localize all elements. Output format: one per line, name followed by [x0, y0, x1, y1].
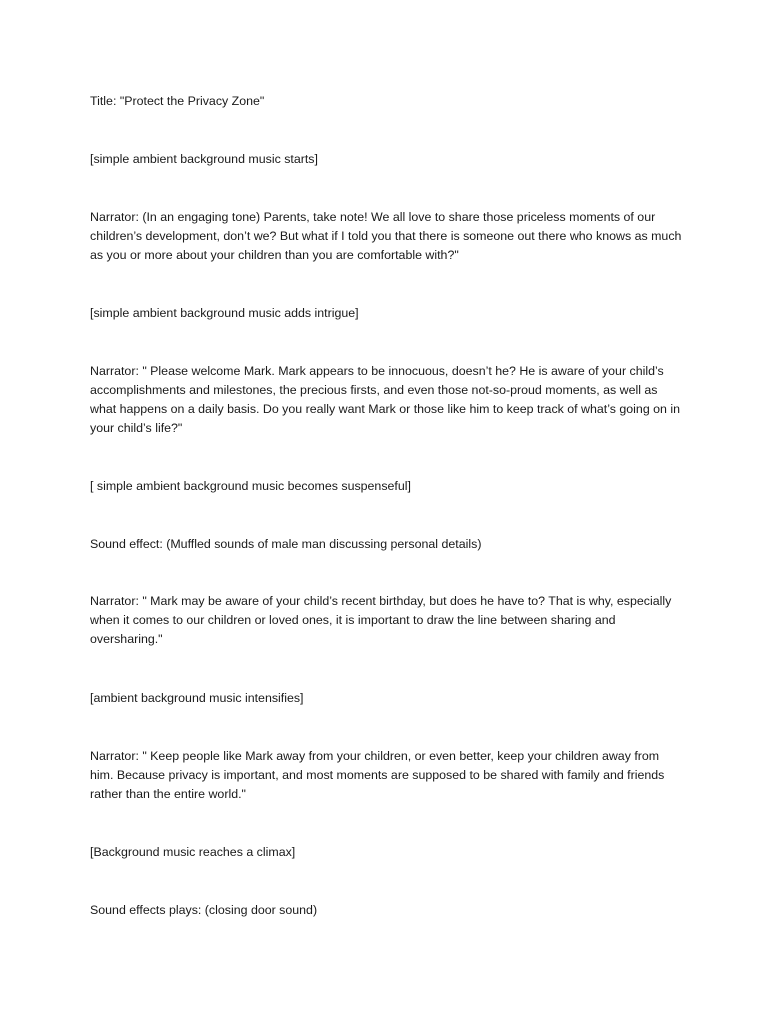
narrator-line-mark: Narrator: " Please welcome Mark. Mark appears to be innocuous, doesn’t he? He is aware of your child’s accomplishments and milestones, the precious firsts, and even those not-so-proud moments, as well as what happens on a daily basis. Do you really want Mark or those like him to keep track of what’s going on in your child’s life?": [90, 364, 681, 435]
narrator-line-privacy: Narrator: " Keep people like Mark away from your children, or even better, keep your children away from him. Because privacy is important, and most moments are supposed to be shared with family and friends rather than the entire world.": [90, 749, 665, 801]
sound-effect-closing-door: Sound effects plays: (closing door sound): [90, 903, 318, 917]
narrator-line-birthday: Narrator: " Mark may be aware of your child’s recent birthday, but does he have to? That is why, especially when it comes to our children or loved ones, it is important to draw the line between sharing and oversharing.": [90, 594, 672, 646]
stage-direction-music-climax: [Background music reaches a climax]: [90, 845, 296, 859]
stage-direction-music-suspense: [ simple ambient background music becomes suspenseful]: [90, 479, 411, 493]
narrator-line-intro: Narrator: (In an engaging tone) Parents, take note! We all love to share those priceless moments of our children’s development, don’t we? But what if I told you that there is someone out there who knows as much as you or more about your children than you are comfortable with?": [90, 210, 682, 262]
sound-effect-muffled: Sound effect: (Muffled sounds of male man discussing personal details): [90, 537, 482, 551]
stage-direction-music-starts: [simple ambient background music starts]: [90, 152, 318, 166]
stage-direction-music-intrigue: [simple ambient background music adds intrigue]: [90, 306, 359, 320]
script-title: Title: "Protect the Privacy Zone": [90, 94, 265, 108]
stage-direction-music-intensifies: [ambient background music intensifies]: [90, 691, 304, 705]
